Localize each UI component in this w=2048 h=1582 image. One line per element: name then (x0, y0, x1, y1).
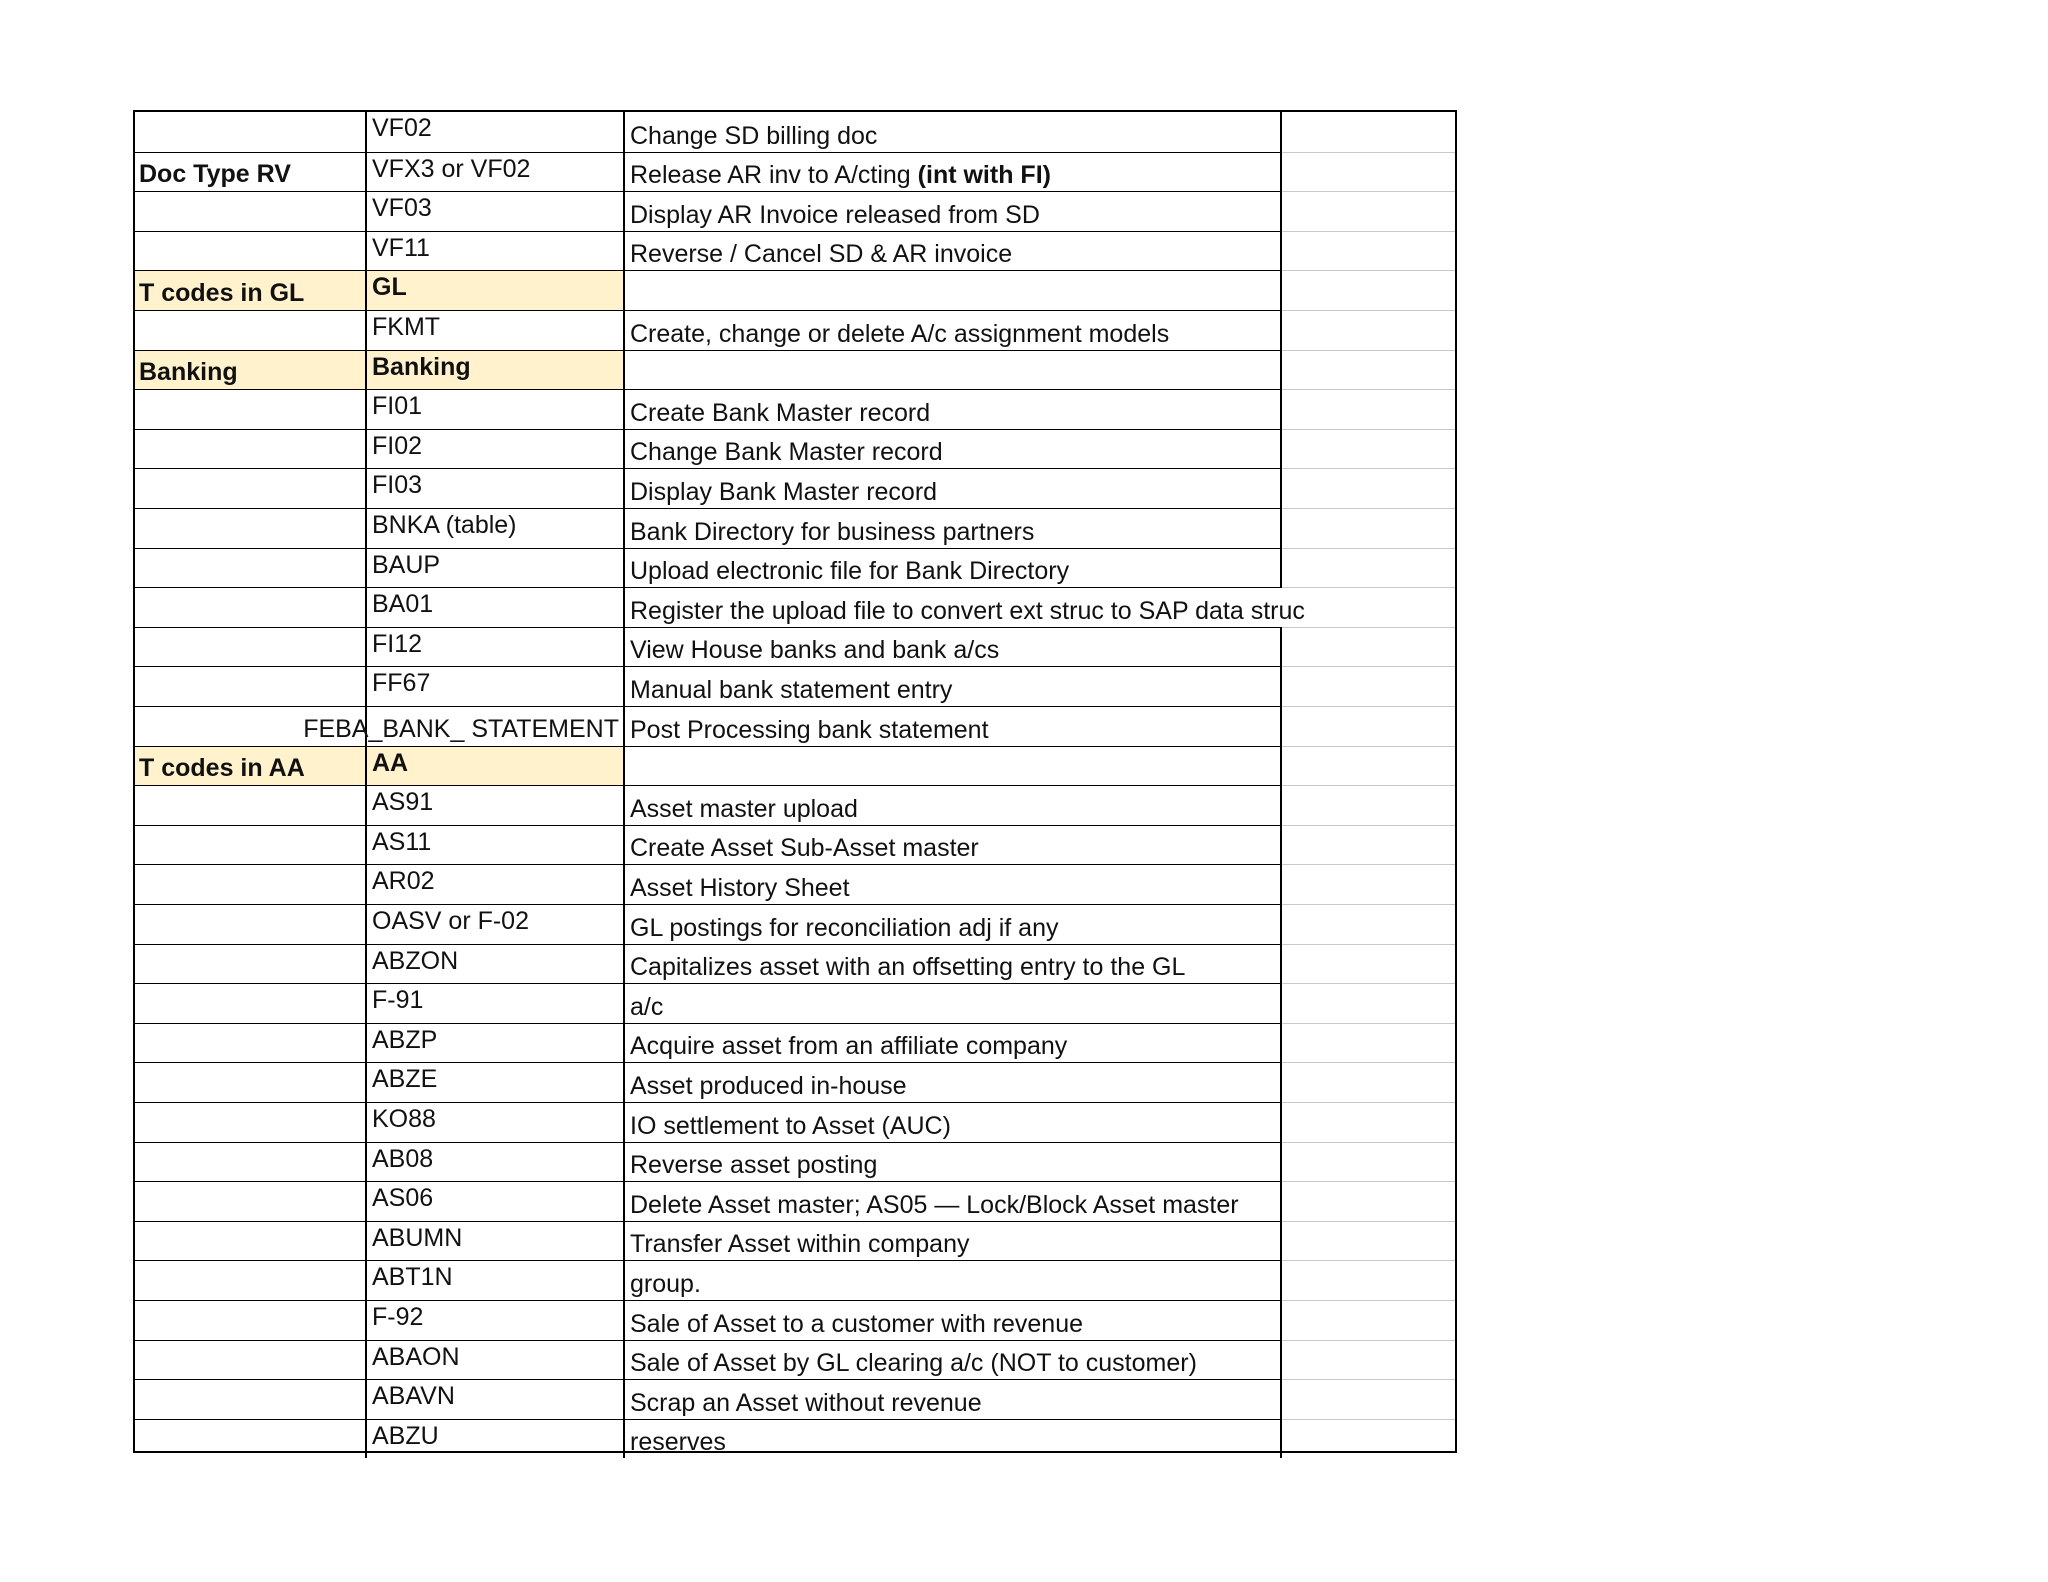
table-row (135, 1260, 1455, 1300)
description-cell (625, 508, 1282, 548)
tcode-cell (367, 350, 625, 390)
description-main: GL postings for reconciliation adj if any (630, 913, 1059, 942)
section-cell (135, 191, 367, 231)
description-cell (625, 864, 1282, 904)
tcode-cell (367, 389, 625, 429)
description-main: Asset master upload (630, 794, 858, 823)
tcode-cell (367, 983, 625, 1023)
tcode-cell (367, 1379, 625, 1419)
description-main: Change SD billing doc (630, 121, 878, 150)
section-cell (135, 1062, 367, 1102)
table-row (135, 706, 1455, 746)
section-cell (135, 983, 367, 1023)
section-cell (135, 231, 367, 271)
tcode-label: ABZP (372, 1025, 438, 1054)
table-row (135, 825, 1455, 865)
section-cell (135, 389, 367, 429)
table-row (135, 548, 1455, 588)
description-text (630, 320, 1169, 349)
section-cell (135, 1221, 367, 1261)
description-cell (625, 1181, 1282, 1221)
empty-cell (1282, 1260, 1455, 1300)
section-cell (135, 746, 367, 786)
empty-cell (1282, 1379, 1455, 1419)
description-cell (625, 1142, 1282, 1182)
tcode-label: GL (372, 273, 407, 302)
description-main: Create Bank Master record (630, 398, 931, 427)
tcode-label: FEBA_BANK_ STATEMENT (303, 714, 619, 743)
tcode-label: ABZU (372, 1421, 439, 1450)
description-cell (625, 785, 1282, 825)
empty-cell (1282, 389, 1455, 429)
table-row (135, 1142, 1455, 1182)
description-text (630, 676, 952, 705)
table-row (135, 191, 1455, 231)
description-text (630, 122, 877, 151)
section-label: Banking (139, 358, 238, 387)
table-row (135, 1062, 1455, 1102)
empty-cell (1282, 1181, 1455, 1221)
table-row (135, 1300, 1455, 1340)
empty-cell (1282, 112, 1455, 152)
section-cell (135, 548, 367, 588)
description-cell (625, 310, 1282, 350)
section-cell (135, 1102, 367, 1142)
description-cell (625, 1062, 1282, 1102)
tcode-label: Banking (372, 352, 471, 381)
description-main: Upload electronic file for Bank Directory (630, 557, 1070, 586)
tcode-label: FF67 (372, 669, 431, 698)
description-main: Manual bank statement entry (630, 675, 953, 704)
empty-cell (1282, 587, 1455, 627)
description-cell (625, 904, 1282, 944)
empty-cell (1282, 746, 1455, 786)
empty-cell (1282, 864, 1455, 904)
empty-cell (1282, 825, 1455, 865)
tcode-cell (367, 1102, 625, 1142)
tcode-label: AR02 (372, 867, 435, 896)
tcode-cell (367, 112, 625, 152)
tcode-label: KO88 (372, 1105, 436, 1133)
tcode-cell (367, 1300, 625, 1340)
description-cell (625, 350, 1282, 390)
description-cell (625, 112, 1282, 152)
description-text (630, 1310, 1083, 1339)
tcode-label: ABUMN (372, 1223, 463, 1252)
description-main: Change Bank Master record (630, 438, 943, 467)
tcode-cell (367, 944, 625, 984)
tcode-label: FI03 (372, 471, 423, 500)
table-row (135, 112, 1455, 152)
tcode-cell (367, 310, 625, 350)
tcode-label: AB08 (372, 1144, 434, 1173)
empty-cell (1282, 1142, 1455, 1182)
description-text (630, 1032, 1067, 1061)
description-text (630, 1349, 1197, 1378)
description-main: group. (630, 1269, 701, 1298)
description-main: Register the upload file to convert ext struc to SAP data struc (630, 596, 1305, 625)
empty-cell (1282, 944, 1455, 984)
description-cell (625, 587, 1305, 627)
empty-cell (1282, 1419, 1455, 1459)
section-cell (135, 350, 367, 390)
description-cell (625, 191, 1282, 231)
section-cell (135, 666, 367, 706)
section-cell (135, 627, 367, 667)
tcode-label: VF11 (372, 233, 430, 262)
tcode-cell (367, 1181, 625, 1221)
empty-cell (1282, 627, 1455, 667)
description-main: Reverse asset posting (630, 1151, 878, 1180)
spreadsheet-table (133, 110, 1457, 1457)
section-cell (135, 112, 367, 152)
description-text (630, 636, 999, 665)
description-main: Display Bank Master record (630, 477, 938, 506)
description-main: Asset History Sheet (630, 873, 850, 902)
description-main: Create Asset Sub-Asset master (630, 834, 979, 863)
table-row (135, 389, 1455, 429)
table-row (135, 1102, 1455, 1142)
empty-cell (1282, 191, 1455, 231)
description-cell (625, 825, 1282, 865)
description-main: Create, change or delete A/c assignment models (630, 319, 1170, 348)
table-row (135, 944, 1455, 984)
table-row (135, 1023, 1455, 1063)
tcode-cell (367, 1221, 625, 1261)
description-cell (625, 1221, 1282, 1261)
tcode-cell (367, 548, 625, 588)
tcode-cell (367, 1023, 625, 1063)
empty-cell (1282, 785, 1455, 825)
description-cell (625, 270, 1282, 310)
description-text (630, 1389, 982, 1418)
tcode-cell (367, 587, 625, 627)
section-cell (135, 429, 367, 469)
empty-cell (1282, 1023, 1455, 1063)
tcode-label: ABT1N (372, 1263, 453, 1292)
tcode-cell (367, 1340, 625, 1380)
empty-cell (1282, 1221, 1455, 1261)
tcode-label: AS11 (372, 827, 432, 856)
tcode-label: AS06 (372, 1184, 434, 1213)
empty-cell (1282, 468, 1455, 508)
description-cell (625, 1260, 1282, 1300)
description-main: a/c (630, 992, 664, 1021)
tcode-cell (367, 468, 625, 508)
section-label: T codes in AA (139, 754, 305, 783)
tcode-cell (367, 429, 625, 469)
section-cell (135, 1340, 367, 1380)
description-cell (625, 1379, 1282, 1419)
empty-cell (1282, 429, 1455, 469)
description-text (630, 161, 1051, 190)
description-cell (625, 1023, 1282, 1063)
description-cell (625, 1340, 1282, 1380)
empty-cell (1282, 231, 1455, 271)
tcode-label: F-91 (372, 986, 424, 1015)
empty-cell (1282, 1300, 1455, 1340)
tcode-cell (367, 904, 625, 944)
description-emphasis: (int with FI) (917, 161, 1051, 190)
tcode-label: VFX3 or VF02 (372, 154, 531, 183)
description-text (630, 201, 1040, 230)
description-main: Acquire asset from an affiliate company (630, 1032, 1068, 1061)
tcode-label: FI01 (372, 392, 423, 421)
description-cell (625, 389, 1282, 429)
empty-cell (1282, 270, 1455, 310)
tcode-label: FI02 (372, 431, 423, 460)
description-cell (625, 666, 1282, 706)
table-row (135, 1340, 1455, 1380)
description-cell (625, 746, 1282, 786)
description-text (630, 834, 979, 863)
description-cell (625, 1102, 1282, 1142)
tcode-label: BA01 (372, 590, 434, 619)
empty-cell (1282, 1340, 1455, 1380)
section-cell (135, 944, 367, 984)
tcode-cell (367, 270, 625, 310)
section-label: Doc Type RV (139, 160, 291, 189)
description-main: Reverse / Cancel SD & AR invoice (630, 240, 1013, 269)
tcode-cell (367, 1260, 625, 1300)
tcode-cell (367, 508, 625, 548)
section-cell (135, 1181, 367, 1221)
description-cell (625, 983, 1282, 1023)
table-row (135, 746, 1455, 786)
description-cell (625, 468, 1282, 508)
tcode-cell (367, 1142, 625, 1182)
description-text (630, 1230, 970, 1259)
tcode-cell (367, 825, 625, 865)
section-cell (135, 587, 367, 627)
section-label: T codes in GL (139, 278, 305, 307)
table-row (135, 429, 1455, 469)
tcode-cell (367, 785, 625, 825)
description-text (630, 399, 930, 428)
section-cell (135, 508, 367, 548)
tcode-cell (367, 1062, 625, 1102)
description-main: Transfer Asset within company (630, 1230, 970, 1259)
table-row (135, 350, 1455, 390)
section-cell (135, 1300, 367, 1340)
description-main: Sale of Asset by GL clearing a/c (NOT to customer) (630, 1349, 1197, 1378)
tcode-label: ABAON (372, 1342, 460, 1371)
table-row (135, 627, 1455, 667)
description-text (630, 1428, 726, 1457)
description-main: Capitalizes asset with an offsetting entry to the GL (630, 953, 1186, 982)
section-cell (135, 1142, 367, 1182)
section-cell (135, 825, 367, 865)
description-main: Post Processing bank statement (630, 715, 989, 744)
section-cell (135, 1419, 367, 1459)
description-text (630, 1270, 701, 1299)
description-text (630, 597, 1305, 626)
empty-cell (1282, 310, 1455, 350)
table-row (135, 904, 1455, 944)
tcode-label: OASV or F-02 (372, 907, 529, 935)
tcode-cell (367, 627, 625, 667)
empty-cell (1282, 548, 1455, 588)
tcode-label: F-92 (372, 1303, 424, 1331)
description-main: Delete Asset master; AS05 — Lock/Block Asset master (630, 1190, 1239, 1219)
description-cell (625, 627, 1282, 667)
section-cell (135, 310, 367, 350)
tcode-cell (367, 231, 625, 271)
empty-cell (1282, 904, 1455, 944)
description-text (630, 795, 858, 824)
table-row (135, 310, 1455, 350)
table-row (135, 864, 1455, 904)
tcode-label: BNKA (table) (372, 511, 517, 539)
empty-cell (1282, 706, 1455, 746)
description-main: IO settlement to Asset (AUC) (630, 1111, 951, 1140)
table-row (135, 1221, 1455, 1261)
table-row (135, 666, 1455, 706)
description-cell (625, 1419, 1282, 1459)
description-text (630, 1072, 907, 1101)
empty-cell (1282, 983, 1455, 1023)
section-cell (135, 864, 367, 904)
section-cell (135, 152, 367, 192)
description-text (630, 993, 663, 1022)
table-row (135, 152, 1455, 192)
tcode-label: ABAVN (372, 1382, 455, 1411)
description-text (630, 874, 850, 903)
tcode-label: AA (372, 748, 409, 777)
description-text (630, 518, 1034, 547)
empty-cell (1282, 1062, 1455, 1102)
tcode-label: ABZE (372, 1065, 438, 1094)
tcode-label: ABZON (372, 946, 459, 975)
description-text (630, 1191, 1239, 1220)
table-row (135, 983, 1455, 1023)
section-cell (135, 1260, 367, 1300)
tcode-cell (367, 1419, 625, 1459)
description-main: Asset produced in-house (630, 1071, 907, 1100)
description-text (630, 953, 1185, 982)
tcode-cell (367, 191, 625, 231)
description-text (630, 1112, 951, 1141)
table-row (135, 1379, 1455, 1419)
empty-cell (1282, 666, 1455, 706)
section-cell (135, 904, 367, 944)
tcode-cell (367, 864, 625, 904)
description-text (630, 438, 943, 467)
description-cell (625, 944, 1282, 984)
description-cell (625, 152, 1282, 192)
tcode-label: VF03 (372, 194, 432, 223)
description-text (630, 716, 989, 745)
empty-cell (1282, 152, 1455, 192)
empty-cell (1282, 350, 1455, 390)
description-cell (625, 231, 1282, 271)
description-main: Display AR Invoice released from SD (630, 200, 1040, 229)
tcode-cell (367, 152, 625, 192)
section-cell (135, 785, 367, 825)
tcode-cell (303, 706, 625, 746)
description-text (630, 1151, 877, 1180)
empty-cell (1282, 508, 1455, 548)
description-text (630, 240, 1012, 269)
empty-cell (1282, 1102, 1455, 1142)
section-cell (135, 468, 367, 508)
tcode-label: BAUP (372, 550, 441, 579)
description-cell (625, 548, 1282, 588)
section-cell (135, 1023, 367, 1063)
description-text (630, 557, 1069, 586)
description-main: Sale of Asset to a customer with revenue (630, 1309, 1084, 1338)
description-text (630, 478, 937, 507)
tcode-cell (367, 746, 625, 786)
tcode-label: FI12 (372, 629, 423, 658)
section-cell (135, 1379, 367, 1419)
description-text (630, 914, 1058, 943)
table-row (135, 785, 1455, 825)
table-row (135, 587, 1455, 627)
table-row (135, 1419, 1455, 1459)
description-main: Scrap an Asset without revenue (630, 1388, 982, 1417)
table-row (135, 508, 1455, 548)
description-main: Bank Directory for business partners (630, 517, 1035, 546)
table-row (135, 270, 1455, 310)
table-row (135, 1181, 1455, 1221)
tcode-cell (367, 666, 625, 706)
description-cell (625, 429, 1282, 469)
tcode-label: AS91 (372, 788, 434, 817)
tcode-label: VF02 (372, 114, 432, 142)
description-cell (625, 706, 1282, 746)
table-row (135, 468, 1455, 508)
description-main: reserves (630, 1428, 726, 1457)
description-main: Release AR inv to A/cting (630, 161, 911, 190)
description-cell (625, 1300, 1282, 1340)
section-cell (135, 270, 367, 310)
table-row (135, 231, 1455, 271)
description-main: View House banks and bank a/cs (630, 636, 1000, 665)
tcode-label: FKMT (372, 313, 441, 341)
